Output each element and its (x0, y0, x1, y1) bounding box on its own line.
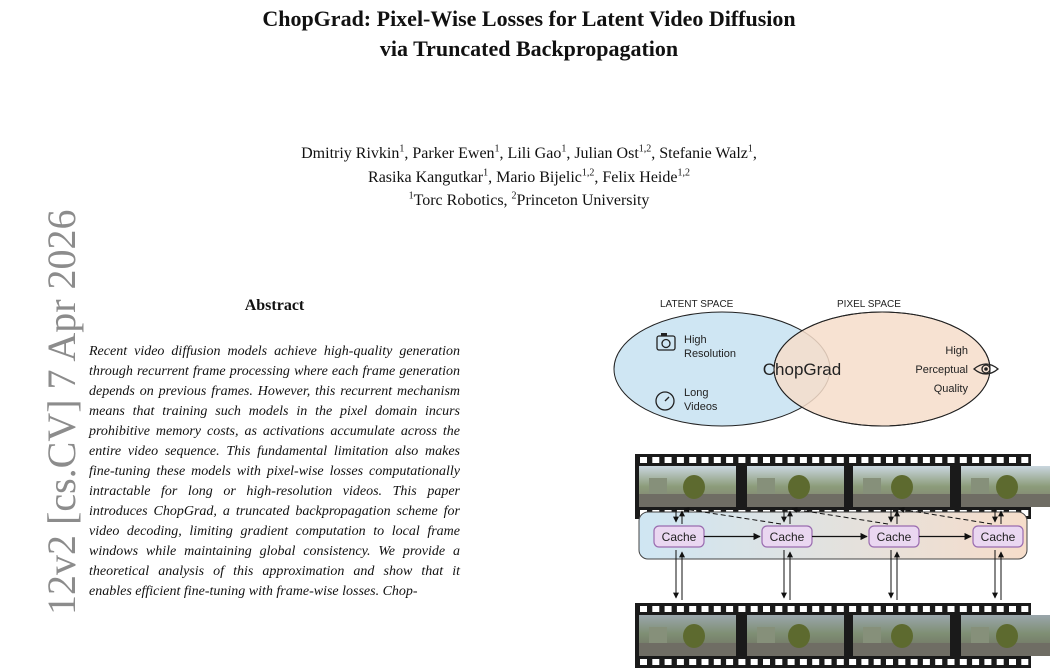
sprocket-hole (948, 606, 955, 612)
frame-trees (649, 478, 667, 494)
sprocket-hole (775, 606, 782, 612)
sprocket-hole (726, 659, 733, 665)
sprocket-hole (665, 606, 672, 612)
sprocket-hole (640, 457, 647, 463)
sprocket-hole (677, 659, 684, 665)
cache-label: Cache (980, 530, 1016, 544)
sprocket-hole (689, 457, 696, 463)
abstract-text: Recent video diffusion models achieve high-quality generation through recurrent frame processing where each frame generation depends on previous frames. However, this recurrent mechanism means that training such models in the pixel domain incurs prohibitive memory costs, as activations accumulate across the entire video sequence. This fundamental limitation also makes fine-tuning these models with pixel-wise losses computationally intractable for long or high-resolution videos. This paper introduces ChopGrad, a truncated backpropagation scheme for video decoding, limiting gradient computation to local frame windows while maintaining global consistency. We provide a theoretical analysis of this approximation and show that it enables efficient fine-tuning with frame-wise losses. Chop- (89, 344, 460, 599)
sprocket-hole (984, 457, 991, 463)
cache-node (869, 526, 919, 547)
sprocket-hole (849, 606, 856, 612)
sprocket-hole (1021, 457, 1028, 463)
video-frame (639, 466, 736, 507)
sprocket-hole (874, 606, 881, 612)
sprocket-hole (923, 457, 930, 463)
sprocket-hole (984, 606, 991, 612)
sprocket-hole (738, 606, 745, 612)
author-name: Julian Ost (574, 145, 639, 162)
author-name: Dmitriy Rivkin (301, 145, 400, 162)
output-filmstrip (635, 603, 1050, 668)
sprocket-hole (714, 659, 721, 665)
sprocket-hole (849, 457, 856, 463)
venn-diagram (614, 299, 998, 426)
sprocket-hole (825, 606, 832, 612)
teaser-figure (610, 296, 1050, 672)
sprocket-hole (640, 606, 647, 612)
sprocket-hole (751, 659, 758, 665)
sprocket-hole (874, 659, 881, 665)
sprocket-hole (812, 659, 819, 665)
sprocket-hole (775, 659, 782, 665)
sprocket-hole (788, 457, 795, 463)
frame-sculpture (788, 624, 810, 648)
sprocket-hole (898, 457, 905, 463)
sprocket-hole (948, 457, 955, 463)
sprocket-hole (751, 457, 758, 463)
sprocket-hole (1009, 606, 1016, 612)
affiliation-marker: 1,2 (638, 143, 652, 155)
sprocket-hole (726, 606, 733, 612)
sprocket-hole (911, 606, 918, 612)
video-frame (639, 615, 736, 656)
frame-trees (757, 478, 775, 494)
affiliation-marker: 1 (483, 167, 489, 179)
sprocket-hole (886, 659, 893, 665)
author-name: Parker Ewen (412, 145, 495, 162)
sprocket-hole (898, 606, 905, 612)
sprocket-hole (714, 457, 721, 463)
cache-node (973, 526, 1023, 547)
authors-line-1: Dmitriy Rivkin$^1$, Parker Ewen$^1$, Lili Gao$^1$, Julian Ost$^{1,2}$, Stefanie Walz$^1$, (301, 143, 757, 162)
sprocket-hole (935, 457, 942, 463)
frame-trees (757, 627, 775, 643)
frame-trees (971, 478, 989, 494)
sprocket-hole (861, 659, 868, 665)
sprocket-hole (738, 457, 745, 463)
sprocket-hole (702, 659, 709, 665)
sprocket-hole (948, 659, 955, 665)
affiliations: $^1$Torc Robotics, $^2$Princeton University (408, 190, 650, 209)
sprocket-hole (1009, 659, 1016, 665)
sprocket-hole (702, 457, 709, 463)
author-name: Felix Heide (602, 169, 678, 186)
perceptual-line-2: Perceptual (915, 364, 968, 376)
affiliation-marker: 1,2 (581, 167, 595, 179)
high-resolution-line-2: Resolution (684, 348, 736, 360)
sprocket-hole (861, 457, 868, 463)
cache-label: Cache (661, 530, 697, 544)
long-videos-line-2: Videos (684, 401, 718, 413)
author-name: Torc Robotics (413, 192, 504, 209)
sprocket-hole (960, 659, 967, 665)
cache-label: Cache (769, 530, 805, 544)
author-name: Princeton University (516, 192, 650, 209)
abstract-heading: Abstract (244, 297, 305, 314)
sprocket-hole (825, 457, 832, 463)
sprocket-hole (837, 457, 844, 463)
sprocket-hole (837, 606, 844, 612)
frame-sculpture (788, 475, 810, 499)
perceptual-line-1: High (945, 345, 968, 357)
frame-trees (649, 627, 667, 643)
frame-sculpture (891, 475, 913, 499)
sprocket-hole (886, 606, 893, 612)
sprocket-hole (665, 457, 672, 463)
sprocket-hole (825, 659, 832, 665)
sprocket-hole (652, 457, 659, 463)
sprocket-hole (738, 659, 745, 665)
sprocket-hole (763, 606, 770, 612)
sprocket-hole (923, 606, 930, 612)
cache-label: Cache (876, 530, 912, 544)
sprocket-hole (997, 606, 1004, 612)
sprocket-hole (677, 606, 684, 612)
sprocket-hole (960, 457, 967, 463)
video-frame (853, 466, 950, 507)
sprocket-hole (935, 606, 942, 612)
sprocket-hole (972, 659, 979, 665)
sprocket-hole (984, 659, 991, 665)
affiliation-marker: 1 (408, 190, 414, 202)
perceptual-line-3: Quality (933, 383, 968, 395)
title-line-2: via Truncated Backpropagation (379, 36, 679, 61)
sprocket-hole (911, 457, 918, 463)
sprocket-hole (714, 606, 721, 612)
sprocket-hole (886, 457, 893, 463)
authors-line-2: Rasika Kangutkar$^1$, Mario Bijelic$^{1,2}$, Felix Heide$^{1,2}$ (368, 167, 690, 186)
sprocket-hole (652, 606, 659, 612)
frame-sculpture (683, 475, 705, 499)
cache-node (762, 526, 812, 547)
frame-trees (863, 478, 881, 494)
arxiv-stamp: 12v2 [cs.CV] 7 Apr 2026 (39, 209, 84, 615)
sprocket-hole (898, 659, 905, 665)
author-name: Lili Gao (507, 145, 562, 162)
sprocket-hole (812, 606, 819, 612)
video-frame (747, 466, 844, 507)
author-name: Mario Bijelic (496, 169, 582, 186)
affiliation-marker: 1 (747, 143, 753, 155)
sprocket-hole (972, 606, 979, 612)
long-videos-line-1: Long (684, 387, 709, 399)
high-resolution-line-1: High (684, 334, 707, 346)
sprocket-hole (812, 457, 819, 463)
sprocket-hole (652, 659, 659, 665)
author-name: Rasika Kangutkar (368, 169, 484, 186)
cache-node (654, 526, 704, 547)
video-frame (961, 615, 1050, 656)
sprocket-hole (726, 457, 733, 463)
sprocket-hole (788, 659, 795, 665)
author-list (0, 142, 1058, 190)
paper-title (0, 4, 1058, 64)
sprocket-hole (874, 457, 881, 463)
sprocket-hole (689, 659, 696, 665)
frame-sculpture (891, 624, 913, 648)
video-frame (961, 466, 1050, 507)
sprocket-hole (911, 659, 918, 665)
sprocket-hole (702, 606, 709, 612)
sprocket-hole (800, 457, 807, 463)
frame-sculpture (996, 624, 1018, 648)
title-line-1: ChopGrad: Pixel-Wise Losses for Latent Video Diffusion (262, 6, 796, 31)
sprocket-hole (997, 659, 1004, 665)
video-frame (747, 615, 844, 656)
sprocket-hole (972, 457, 979, 463)
sprocket-hole (935, 659, 942, 665)
sprocket-hole (640, 659, 647, 665)
sprocket-hole (849, 659, 856, 665)
latent-space-label: LATENT SPACE (660, 299, 734, 310)
affiliation-marker: 1 (399, 143, 405, 155)
video-frame (853, 615, 950, 656)
sprocket-hole (923, 659, 930, 665)
sprocket-hole (861, 606, 868, 612)
sprocket-hole (763, 457, 770, 463)
affiliation-marker: 2 (511, 190, 517, 202)
sprocket-hole (751, 606, 758, 612)
sprocket-hole (775, 457, 782, 463)
pixel-space-label: PIXEL SPACE (837, 299, 901, 310)
sprocket-hole (677, 457, 684, 463)
sprocket-hole (665, 659, 672, 665)
sprocket-hole (837, 659, 844, 665)
sprocket-hole (788, 606, 795, 612)
author-name: Stefanie Walz (659, 145, 748, 162)
chopgrad-label: ChopGrad (762, 360, 842, 379)
sprocket-hole (800, 606, 807, 612)
sprocket-hole (763, 659, 770, 665)
sprocket-hole (1021, 659, 1028, 665)
sprocket-hole (689, 606, 696, 612)
sprocket-hole (960, 606, 967, 612)
affiliation-marker: 1 (494, 143, 500, 155)
frame-trees (971, 627, 989, 643)
frame-trees (863, 627, 881, 643)
frame-sculpture (996, 475, 1018, 499)
sprocket-hole (1021, 606, 1028, 612)
input-filmstrip (635, 454, 1050, 519)
sprocket-hole (800, 659, 807, 665)
frame-sculpture (683, 624, 705, 648)
sprocket-hole (1009, 457, 1016, 463)
affiliation-marker: 1,2 (677, 167, 690, 179)
affiliation-marker: 1 (561, 143, 567, 155)
sprocket-hole (997, 457, 1004, 463)
